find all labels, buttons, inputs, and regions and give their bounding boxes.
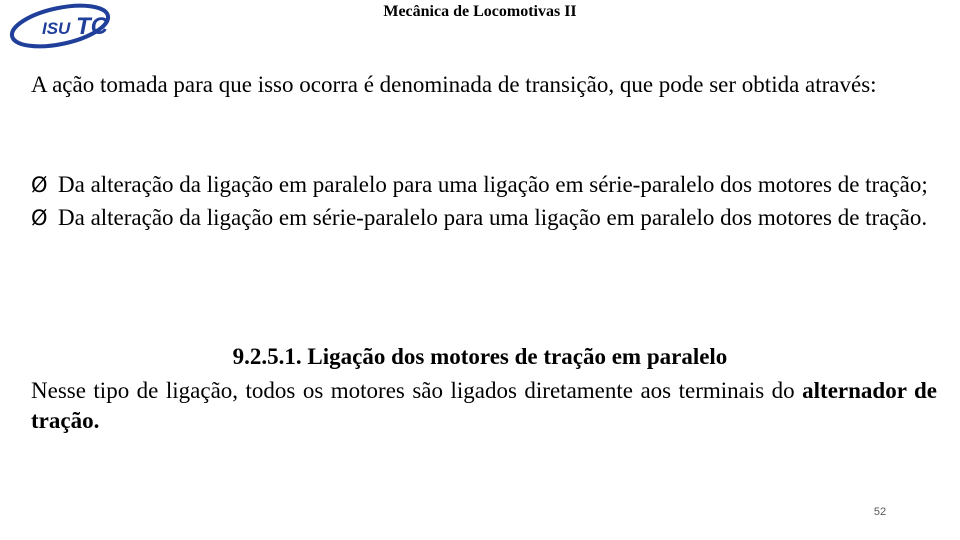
bullet-list (31, 170, 937, 233)
bullet-text: Da alteração da ligação em série-paralelo para uma ligação em paralelo dos motores de tração. (58, 205, 928, 230)
logo-text-isu: ISU (42, 19, 71, 38)
section-paragraph (31, 376, 937, 436)
list-item (31, 170, 937, 200)
section-text: Nesse tipo de ligação, todos os motores são ligados diretamente aos terminais do (31, 378, 795, 403)
section-text-bold: alternador de tração. (31, 378, 937, 433)
section-title: 9.2.5.1. Ligação dos motores de tração em paralelo (232, 344, 728, 369)
bullet-text: Da alteração da ligação em paralelo para uma ligação em série-paralelo dos motores de tração; (58, 172, 928, 197)
header-title: Mecânica de Locomotivas II (383, 3, 577, 20)
arrow-bullet-icon: Ø (31, 173, 48, 197)
page-number: 52 (873, 506, 887, 518)
intro-paragraph: A ação tomada para que isso ocorra é denominada de transição, que pode ser obtida através: (31, 72, 877, 97)
logo-text-tc: TC (76, 13, 108, 40)
arrow-bullet-icon: Ø (31, 206, 48, 230)
list-item (31, 203, 937, 233)
